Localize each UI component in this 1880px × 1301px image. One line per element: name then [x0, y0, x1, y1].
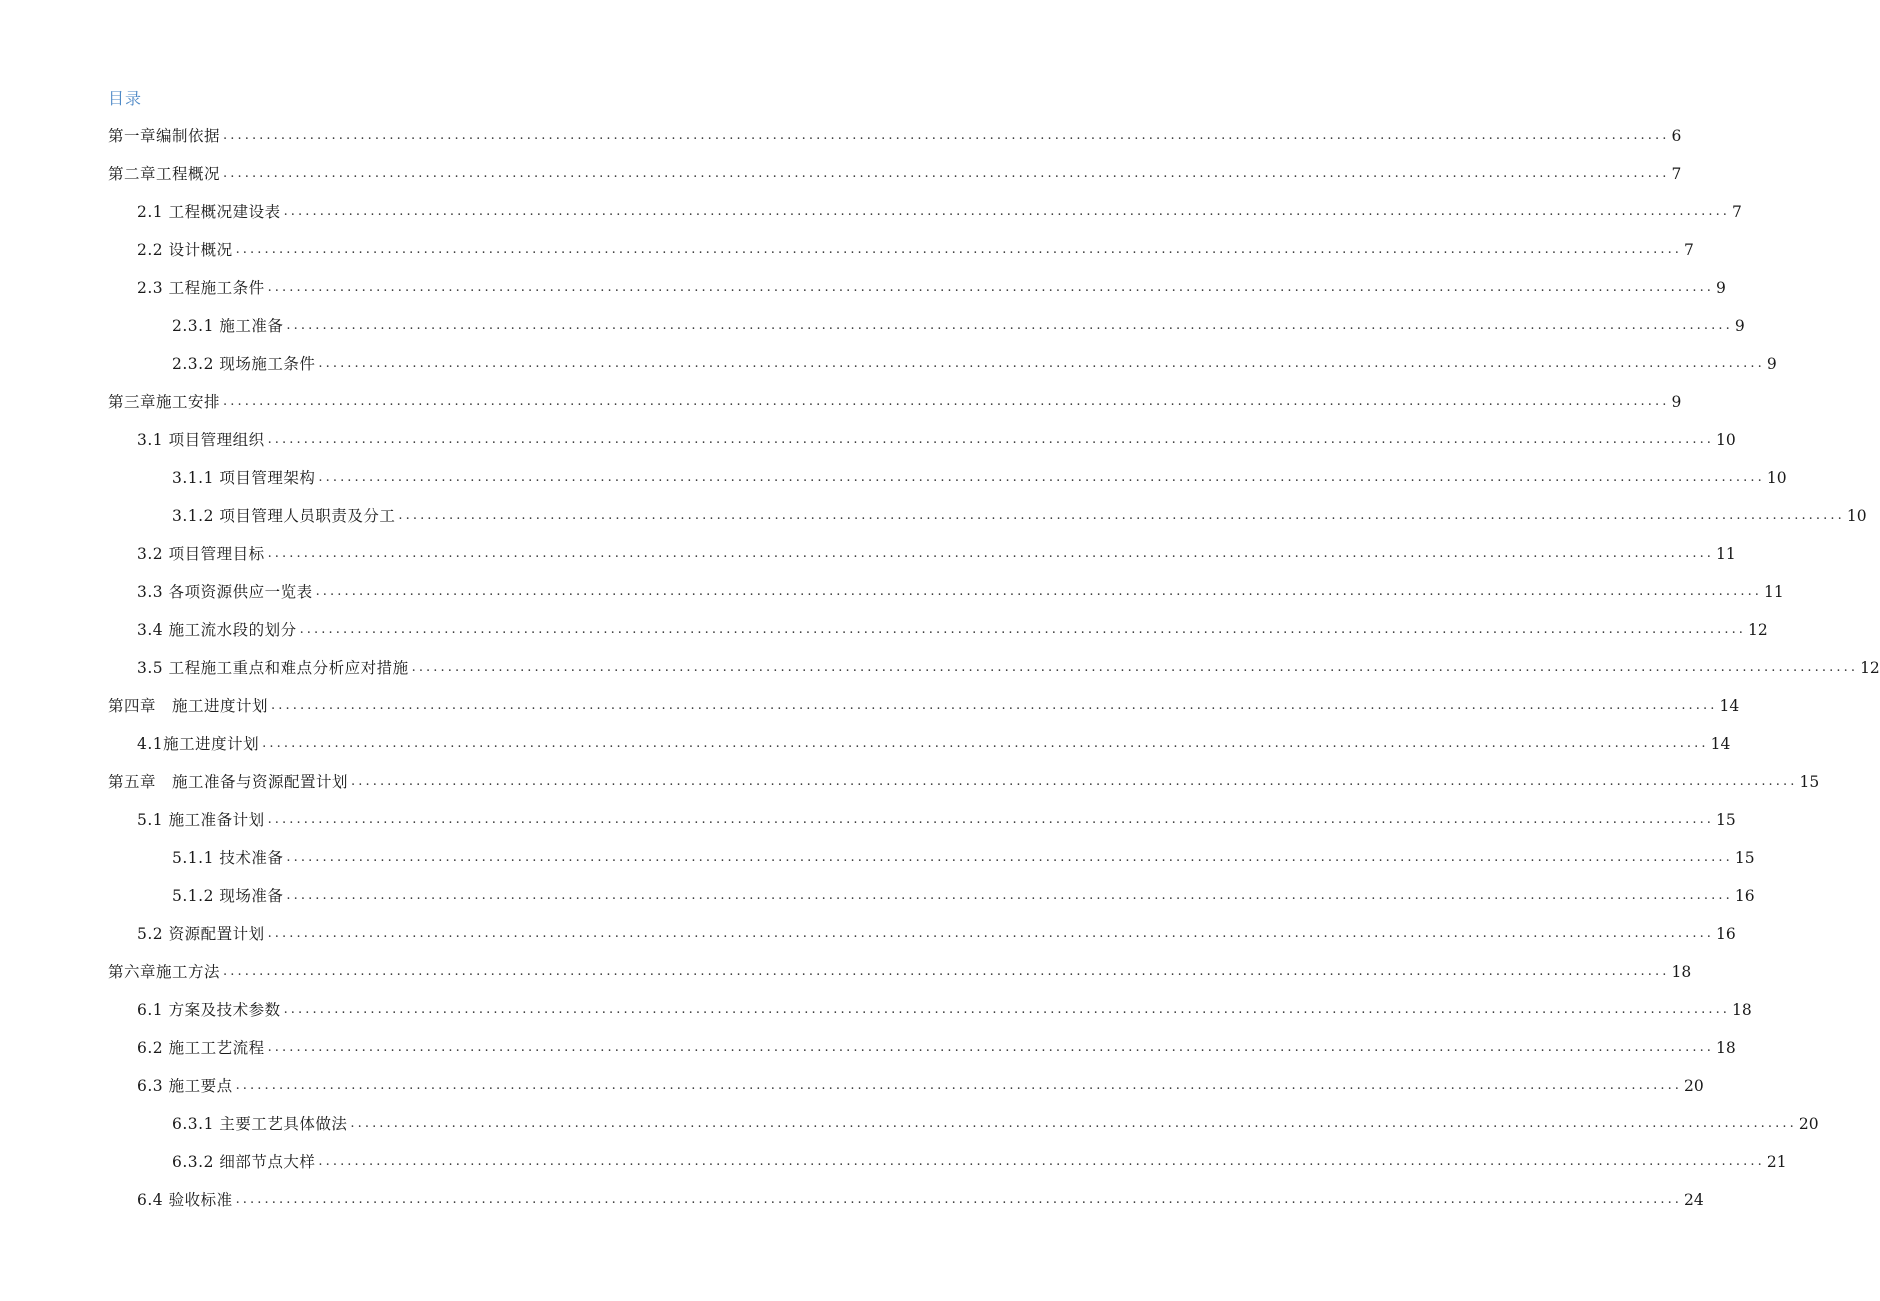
- toc-dot-leader: ........................................................................................................................................................................................................: [235, 1078, 1683, 1093]
- toc-entry[interactable]: [137, 730, 1731, 754]
- toc-entry-page: 18: [1716, 1039, 1736, 1057]
- toc-entry-page: 7: [1671, 165, 1682, 183]
- toc-entry[interactable]: [108, 768, 1820, 792]
- toc-dot-leader: ........................................................................................................................................................................................................: [271, 698, 1718, 713]
- toc-entry[interactable]: [137, 1186, 1704, 1210]
- toc-dot-leader: ........................................................................................................................................................................................................: [318, 470, 1765, 485]
- toc-entry[interactable]: [108, 122, 1682, 146]
- toc-entry-page: 10: [1846, 507, 1867, 525]
- toc-entry[interactable]: [172, 350, 1777, 374]
- toc-entry-page: 24: [1684, 1191, 1704, 1209]
- toc-entry-page: 20: [1684, 1077, 1704, 1095]
- toc-dot-leader: ........................................................................................................................................................................................................: [262, 736, 1709, 751]
- toc-dot-leader: ........................................................................................................................................................................................................: [318, 356, 1765, 371]
- toc-dot-leader: ........................................................................................................................................................................................................: [411, 660, 1859, 675]
- toc-entry-title: 6.3.2 细部节点大样: [172, 1153, 316, 1171]
- toc-entry[interactable]: [172, 312, 1745, 336]
- toc-entry-title: 5.2 资源配置计划: [137, 925, 265, 943]
- toc-entry[interactable]: [137, 996, 1752, 1020]
- toc-entry-title: 第二章工程概况: [108, 165, 221, 183]
- toc-entry-title: 3.3 各项资源供应一览表: [137, 583, 313, 601]
- toc-dot-leader: ........................................................................................................................................................................................................: [223, 394, 1670, 409]
- toc-dot-leader: ........................................................................................................................................................................................................: [299, 622, 1747, 637]
- toc-entry-title: 第一章编制依据: [108, 127, 221, 145]
- toc-entry[interactable]: [172, 464, 1787, 488]
- toc-entry-page: 6: [1671, 127, 1682, 145]
- toc-entry[interactable]: [137, 540, 1736, 564]
- toc-entry-page: 14: [1719, 697, 1740, 715]
- toc-entry-title: 第三章施工安排: [108, 393, 221, 411]
- toc-entry[interactable]: [172, 844, 1755, 868]
- toc-dot-leader: ........................................................................................................................................................................................................: [223, 964, 1670, 979]
- toc-entry-title: 6.3 施工要点: [137, 1077, 233, 1095]
- toc-entry-page: 10: [1766, 469, 1787, 487]
- toc-entry-page: 16: [1716, 925, 1736, 943]
- toc-entry[interactable]: [137, 1072, 1704, 1096]
- toc-entry-title: 第六章施工方法: [108, 963, 221, 981]
- toc-entry-page: 15: [1734, 849, 1755, 867]
- toc-dot-leader: ........................................................................................................................................................................................................: [267, 812, 1715, 827]
- toc-entry-page: 9: [1766, 355, 1777, 373]
- toc-entry-title: 2.3 工程施工条件: [137, 279, 265, 297]
- toc-dot-leader: ........................................................................................................................................................................................................: [315, 584, 1763, 599]
- toc-entry[interactable]: [172, 1148, 1787, 1172]
- toc-entry[interactable]: [172, 882, 1755, 906]
- toc-dot-leader: ........................................................................................................................................................................................................: [398, 508, 1845, 523]
- toc-entry-page: 7: [1732, 203, 1742, 221]
- toc-dot-leader: ........................................................................................................................................................................................................: [283, 1002, 1731, 1017]
- toc-entry-title: 4.1施工进度计划: [137, 735, 260, 753]
- toc-dot-leader: ........................................................................................................................................................................................................: [267, 1040, 1715, 1055]
- toc-entry-title: 6.2 施工工艺流程: [137, 1039, 265, 1057]
- toc-entry[interactable]: [108, 958, 1692, 982]
- toc-entry-page: 20: [1798, 1115, 1819, 1133]
- toc-dot-leader: ........................................................................................................................................................................................................: [235, 242, 1683, 257]
- toc-dot-leader: ........................................................................................................................................................................................................: [235, 1192, 1683, 1207]
- toc-entry-title: 第五章 施工准备与资源配置计划: [108, 773, 349, 791]
- toc-entry[interactable]: [137, 578, 1784, 602]
- toc-entry[interactable]: [108, 692, 1740, 716]
- toc-entry-page: 10: [1716, 431, 1736, 449]
- toc-entry-page: 14: [1710, 735, 1731, 753]
- toc-entry-title: 6.4 验收标准: [137, 1191, 233, 1209]
- toc-entry[interactable]: [137, 654, 1880, 678]
- toc-entry[interactable]: [108, 388, 1682, 412]
- toc-entry-title: 第四章 施工进度计划: [108, 697, 269, 715]
- toc-entry[interactable]: [137, 1034, 1736, 1058]
- toc-entry-page: 15: [1716, 811, 1736, 829]
- toc-entry-title: 2.1 工程概况建设表: [137, 203, 281, 221]
- toc-dot-leader: ........................................................................................................................................................................................................: [351, 774, 1798, 789]
- toc-entry-page: 11: [1764, 583, 1784, 601]
- toc-entry-title: 3.1 项目管理组织: [137, 431, 265, 449]
- toc-entry-title: 3.1.1 项目管理架构: [172, 469, 316, 487]
- toc-dot-leader: ........................................................................................................................................................................................................: [286, 888, 1733, 903]
- toc-entry[interactable]: [137, 616, 1768, 640]
- toc-entry-title: 3.4 施工流水段的划分: [137, 621, 297, 639]
- toc-entry-title: 2.3.2 现场施工条件: [172, 355, 316, 373]
- toc-entry-page: 21: [1766, 1153, 1787, 1171]
- toc-entry-page: 16: [1734, 887, 1755, 905]
- toc-entry-page: 9: [1671, 393, 1682, 411]
- toc-dot-leader: ........................................................................................................................................................................................................: [286, 850, 1733, 865]
- toc-dot-leader: ........................................................................................................................................................................................................: [267, 280, 1715, 295]
- toc-entry[interactable]: [137, 806, 1736, 830]
- toc-entry-page: 12: [1748, 621, 1768, 639]
- toc-entry-title: 6.1 方案及技术参数: [137, 1001, 281, 1019]
- toc-entry[interactable]: [137, 236, 1694, 260]
- toc-entry-title: 3.5 工程施工重点和难点分析应对措施: [137, 659, 409, 677]
- toc-entry-title: 5.1 施工准备计划: [137, 811, 265, 829]
- toc-entry-title: 6.3.1 主要工艺具体做法: [172, 1115, 348, 1133]
- toc-dot-leader: ........................................................................................................................................................................................................: [286, 318, 1733, 333]
- toc-entry[interactable]: [137, 198, 1742, 222]
- toc-dot-leader: ........................................................................................................................................................................................................: [318, 1154, 1765, 1169]
- toc-entry[interactable]: [172, 1110, 1819, 1134]
- toc-entry-title: 5.1.2 现场准备: [172, 887, 284, 905]
- toc-dot-leader: ........................................................................................................................................................................................................: [350, 1116, 1797, 1131]
- toc-entry-title: 2.2 设计概况: [137, 241, 233, 259]
- toc-entry[interactable]: [137, 920, 1736, 944]
- toc-entry-page: 15: [1799, 773, 1820, 791]
- toc-dot-leader: ........................................................................................................................................................................................................: [267, 926, 1715, 941]
- toc-dot-leader: ........................................................................................................................................................................................................: [267, 546, 1715, 561]
- toc-entry[interactable]: [137, 274, 1726, 298]
- toc-entry-page: 9: [1734, 317, 1745, 335]
- toc-entry-page: 12: [1860, 659, 1880, 677]
- toc-entry-page: 7: [1684, 241, 1694, 259]
- toc-entry-title: 2.3.1 施工准备: [172, 317, 284, 335]
- toc-dot-leader: ........................................................................................................................................................................................................: [223, 128, 1670, 143]
- toc-entry-page: 11: [1716, 545, 1736, 563]
- toc-entry-title: 3.2 项目管理目标: [137, 545, 265, 563]
- toc-dot-leader: ........................................................................................................................................................................................................: [267, 432, 1715, 447]
- toc-entry[interactable]: [108, 160, 1682, 184]
- toc-entry-page: 18: [1671, 963, 1692, 981]
- toc-title: 目录: [108, 89, 143, 108]
- toc-entry[interactable]: [172, 502, 1867, 526]
- toc-entry-page: 9: [1716, 279, 1726, 297]
- toc-entry[interactable]: [137, 426, 1736, 450]
- toc-dot-leader: ........................................................................................................................................................................................................: [223, 166, 1670, 181]
- toc-entry-page: 18: [1732, 1001, 1752, 1019]
- toc-entry-title: 5.1.1 技术准备: [172, 849, 284, 867]
- toc-dot-leader: ........................................................................................................................................................................................................: [283, 204, 1731, 219]
- toc-entry-title: 3.1.2 项目管理人员职责及分工: [172, 507, 396, 525]
